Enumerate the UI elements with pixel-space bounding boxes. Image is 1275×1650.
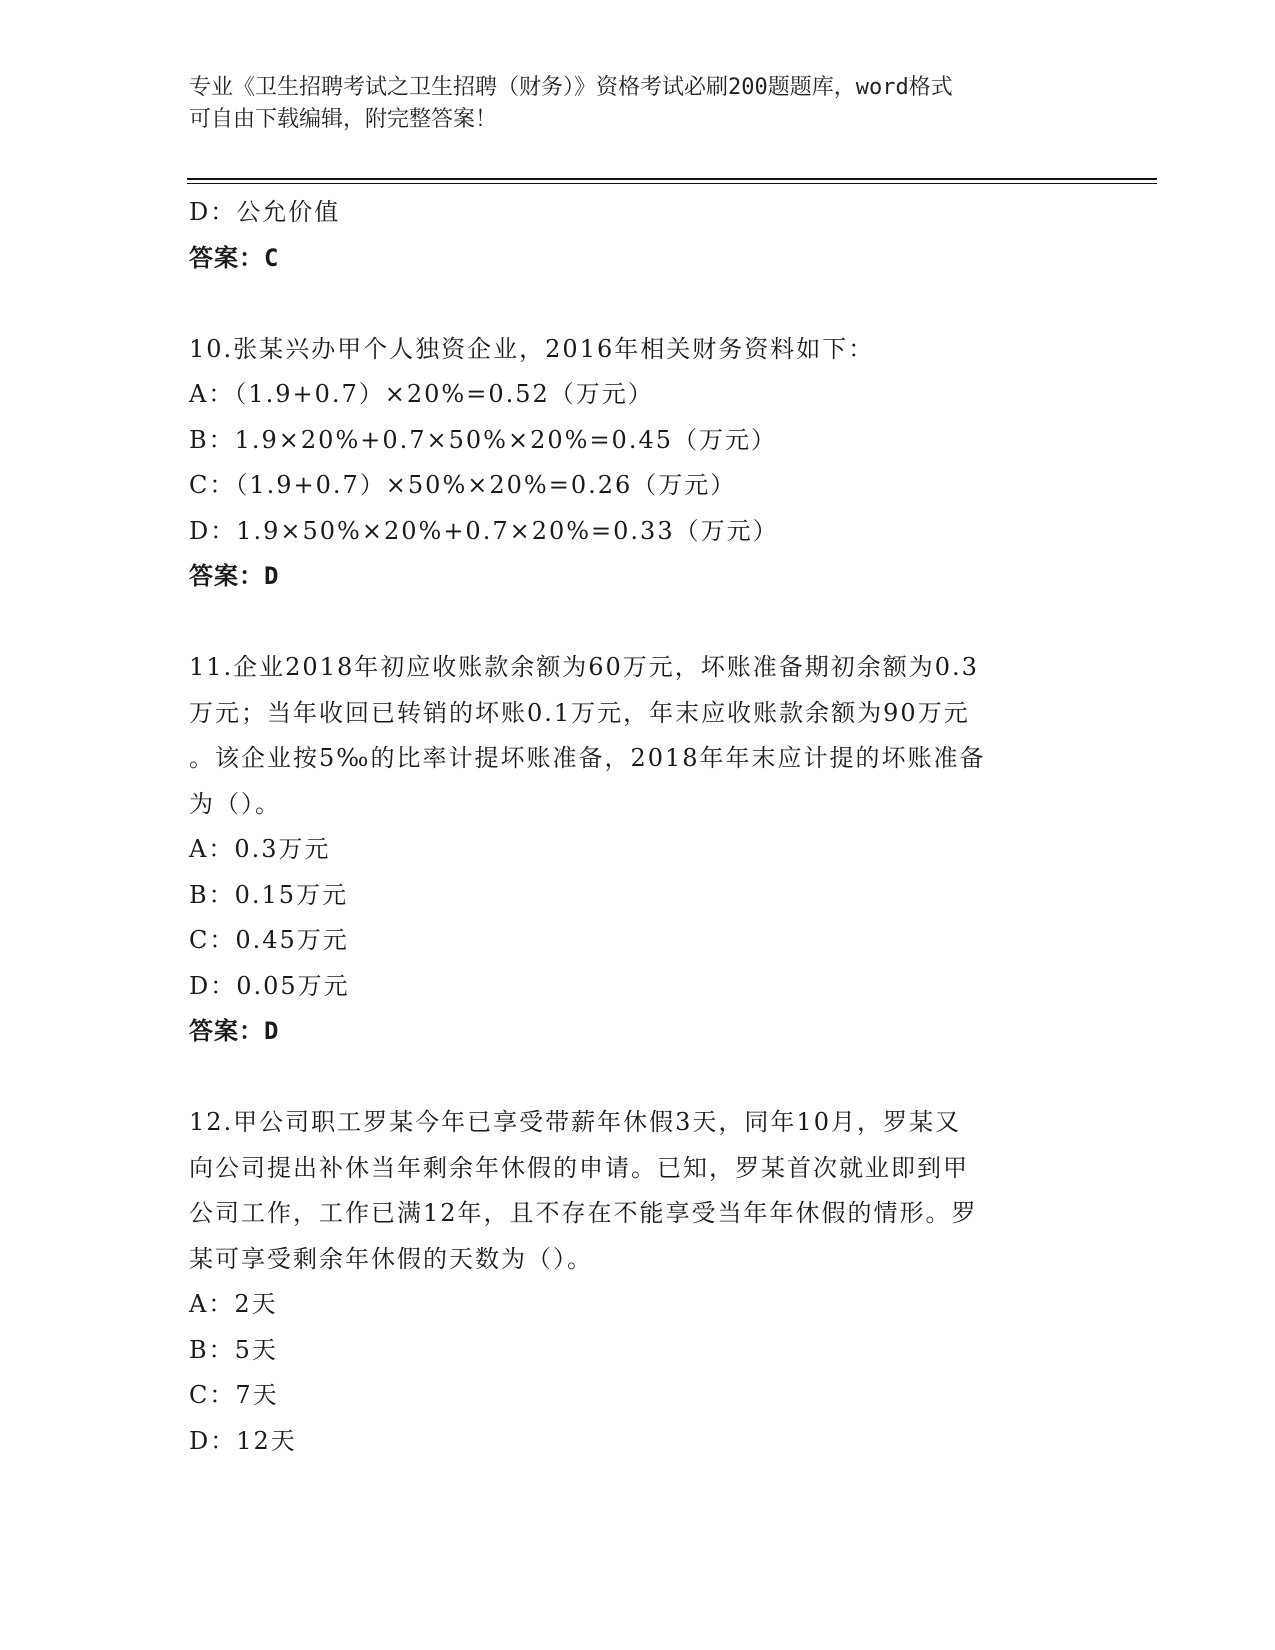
option-a: A：（1.9+0.7）×20%=0.52（万元） — [189, 380, 654, 408]
question-stem-line: 12.甲公司职工罗某今年已享受带薪年休假3天，同年10月，罗某又 — [189, 1108, 961, 1136]
option-d: D：0.05万元 — [189, 971, 350, 1000]
question-stem-line: 公司工作，工作已满12年，且不存在不能享受当年年休假的情形。罗 — [189, 1199, 978, 1227]
option-a: A：0.3万元 — [189, 835, 331, 863]
option-b: B：0.15万元 — [189, 880, 349, 909]
option-b: B：5天 — [189, 1335, 278, 1364]
option-c: C：0.45万元 — [189, 926, 349, 954]
option-d: D：公允价值 — [189, 198, 341, 226]
question-stem-line: 某可享受剩余年休假的天数为（）。 — [189, 1244, 593, 1273]
header-line-1: 专业《卫生招聘考试之卫生招聘（财务）》资格考试必刷200题题库，word格式 — [189, 75, 953, 100]
answer: 答案：C — [189, 243, 280, 272]
question-11 — [189, 645, 1079, 1055]
spacer — [189, 281, 1079, 327]
question-stem-line: 。该企业按5‰的比率计提坏账准备，2018年年末应计提的坏账准备 — [189, 744, 986, 772]
question-list — [189, 190, 1079, 1464]
option-c: C：（1.9+0.7）×50%×20%=0.26（万元） — [189, 471, 737, 499]
spacer — [189, 1055, 1079, 1101]
header-rule-thick — [187, 178, 1157, 180]
option-c: C：7天 — [189, 1381, 279, 1409]
answer: 答案：D — [189, 1017, 280, 1045]
option-d: D：1.9×50%×20%+0.7×20%=0.33（万元） — [189, 516, 779, 545]
answer: 答案：D — [189, 562, 280, 590]
header-line-2: 可自由下载编辑，附完整答案！ — [189, 107, 498, 132]
question-stem: 10.张某兴办甲个人独资企业，2016年相关财务资料如下： — [189, 334, 875, 363]
document-header — [189, 72, 1069, 136]
option-b: B：1.9×20%+0.7×50%×20%=0.45（万元） — [189, 425, 777, 454]
question-12 — [189, 1100, 1079, 1464]
question-stem-line: 万元；当年收回已转销的坏账0.1万元，年末应收账款余额为90万元 — [189, 698, 970, 727]
question-stem-line: 为（）。 — [189, 789, 281, 818]
option-a: A：2天 — [189, 1290, 278, 1318]
question-stem-line: 11.企业2018年初应收账款余额为60万元，坏账准备期初余额为0.3 — [189, 653, 979, 681]
header-rule-thin — [187, 183, 1157, 184]
option-d: D：12天 — [189, 1426, 297, 1455]
question-10 — [189, 327, 1079, 600]
spacer — [189, 600, 1079, 646]
question-9-tail — [189, 190, 1079, 281]
question-stem-line: 向公司提出补休当年剩余年休假的申请。已知，罗某首次就业即到甲 — [189, 1153, 969, 1182]
